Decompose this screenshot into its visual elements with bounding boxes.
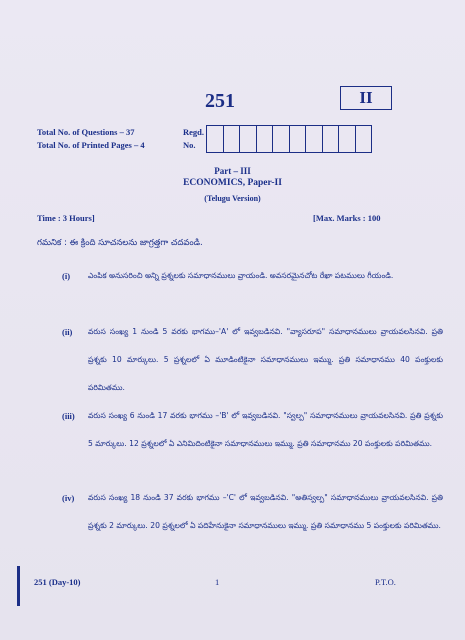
page-number: 1 xyxy=(215,577,220,587)
regd-box xyxy=(338,125,356,153)
part-heading: Part – III xyxy=(214,166,251,176)
question-meta xyxy=(37,126,145,152)
regd-box xyxy=(206,125,224,153)
regd-box xyxy=(272,125,290,153)
instruction-number: (i) xyxy=(62,271,71,281)
instruction-text: వరుస సంఖ్య 18 నుండి 37 వరకు భాగము –'C' లో ఇవ్వబడినవి. "అతిస్వల్ప" సమాధానములు వ్రాయవలసినవి. ప్రతి ప్రశ్నకు 2 మార్కులు. 20 ప్రశ్నలలో ఏ పదిహేనుకైనా సమాధానములు ఇమ్ము. ప్రతి సమాధానము 5 పంక్తులకు పరిమితము. xyxy=(88,493,443,530)
paper-code: 251 xyxy=(205,90,235,112)
regd-box xyxy=(322,125,340,153)
subject-heading: ECONOMICS, Paper-II xyxy=(183,178,282,188)
time-label: Time : 3 Hours] xyxy=(37,213,95,223)
regd-box xyxy=(256,125,274,153)
regd-box xyxy=(289,125,307,153)
regd-box xyxy=(305,125,323,153)
regd-box xyxy=(223,125,241,153)
regd-label-line1: Regd. xyxy=(183,127,205,137)
instruction-number: (iv) xyxy=(62,493,75,503)
instruction-number: (ii) xyxy=(62,327,73,337)
version-heading: (Telugu Version) xyxy=(204,194,261,203)
instruction-text: వరుస సంఖ్య 6 నుండి 17 వరకు భాగము –'B' లో ఇవ్వబడినవి. "స్వల్ప" సమాధానములు వ్రాయవలసినవి. ప్రతి ప్రశ్నకు 5 మార్కులు. 12 ప్రశ్నలలో ఏ ఎనిమిదింటికైనా సమాధానములు ఇమ్ము. ప్రతి సమాధానము 20 పంక్తులకు పరిమితము. xyxy=(88,411,443,448)
regd-box xyxy=(239,125,257,153)
margin-mark xyxy=(17,566,20,606)
instruction-text: వరుస సంఖ్య 1 నుండి 5 వరకు భాగము–'A' లో ఇవ్వబడినవి. "వ్యాసరూప" సమాధానములు వ్రాయవలసినవి. ప్రతి ప్రశ్నకు 10 మార్కులు. 5 ప్రశ్నలలో ఏ మూడింటికైనా సమాధానములు ఇమ్ము. ప్రతి సమాధానము 40 పంక్తులకు పరిమితము. xyxy=(88,327,443,392)
series-box: II xyxy=(340,86,392,110)
footer-code: 251 (Day-10) xyxy=(34,577,81,587)
note-heading: గమనిక : ఈ క్రింది సూచనలను జాగ్రత్తగా చదవండి. xyxy=(37,238,203,248)
regd-box xyxy=(355,125,373,153)
instruction-text: ఎంపిక అనుసరించి అన్ని ప్రశ్నలకు సమాధానములు వ్రాయండి. అవసరమైనచోట రేఖా పటములు గీయండి. xyxy=(88,271,394,280)
total-pages: Total No. of Printed Pages – 4 xyxy=(37,140,145,150)
regd-label-line2: No. xyxy=(183,140,196,150)
total-questions: Total No. of Questions – 37 xyxy=(37,127,135,137)
regd-label xyxy=(183,126,204,152)
regd-number-boxes xyxy=(207,125,372,153)
instruction-number: (iii) xyxy=(62,411,75,421)
pto-label: P.T.O. xyxy=(375,577,396,587)
max-marks-label: [Max. Marks : 100 xyxy=(313,213,381,223)
